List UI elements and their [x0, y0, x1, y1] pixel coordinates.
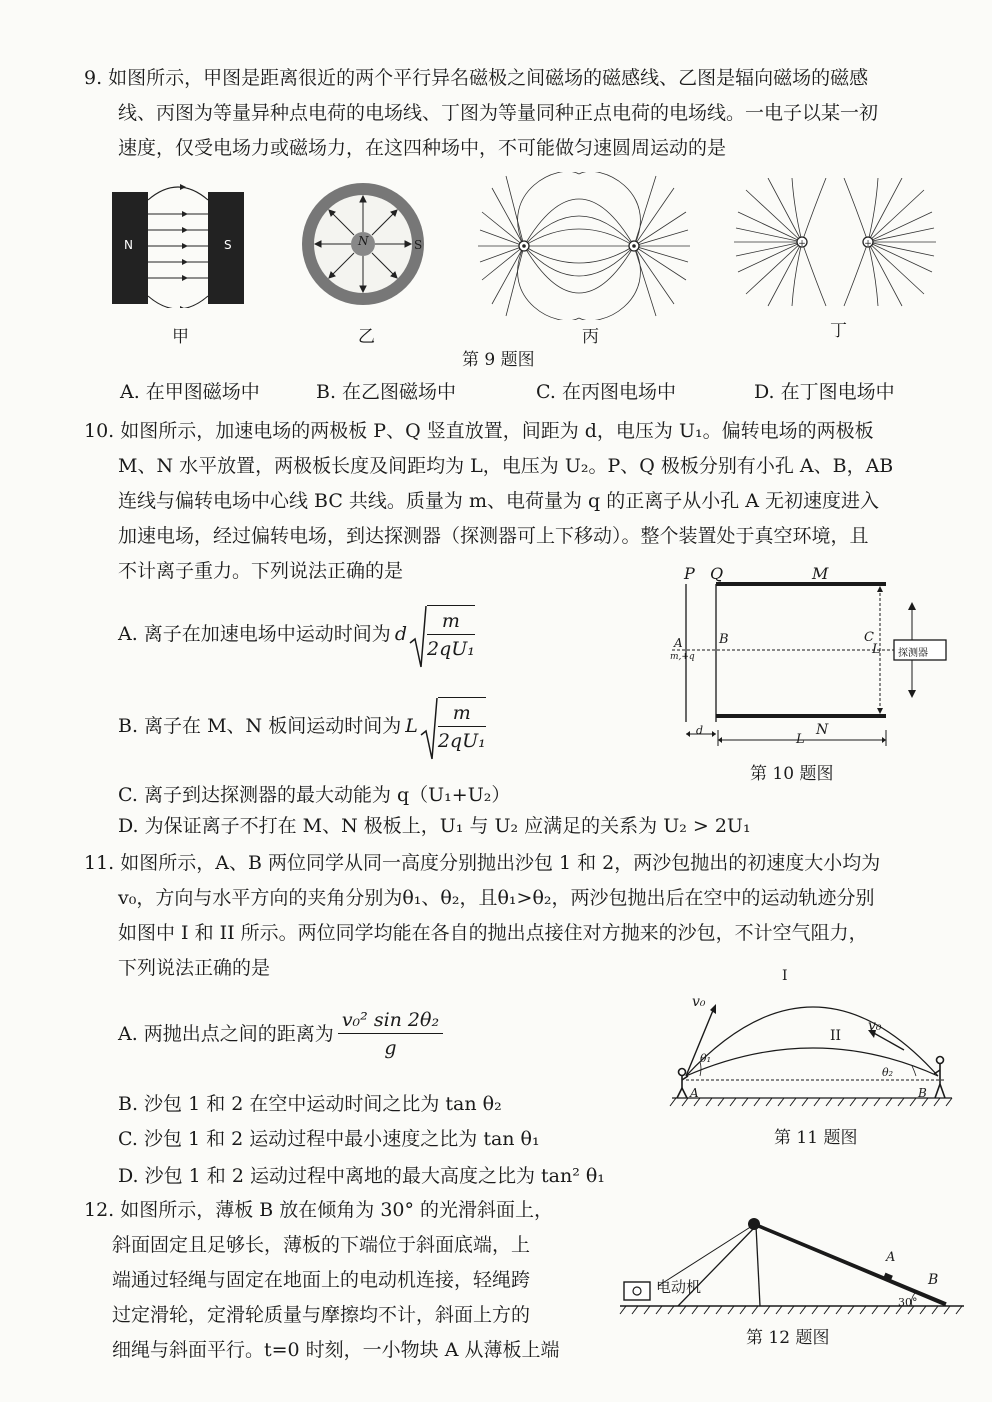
fig9-like-charges-field — [734, 178, 936, 310]
q11-option-a-fraction: $\frac{\text{v₀² sin 2θ₂}}{g}$ — [338, 1007, 443, 1062]
q10-line-4: 加速电场，经过偏转电场，到达探测器（探测器可上下移动）。整个装置处于真空环境，且 — [118, 525, 869, 547]
q10-line-2: M、N 水平放置，两极板长度及间距均为 L，电压为 U₂。P、Q 极板分别有小孔 A、B，AB — [118, 455, 894, 477]
fig10-m: M — [812, 564, 829, 583]
q9-option-d: D. 在丁图电场中 — [754, 381, 895, 403]
q9-option-c: C. 在丙图电场中 — [536, 381, 676, 403]
fig9-dipole-field — [478, 172, 690, 320]
q10-option-b-coef: L — [405, 715, 418, 737]
radial-s-label: S — [414, 238, 423, 252]
q9-line-3: 速度，仅受电场力或磁场力，在这四种场中，不可能做匀速圆周运动的是 — [118, 137, 727, 159]
fig12-angle: 30° — [898, 1296, 918, 1309]
fig10-mq: m,+q — [670, 652, 695, 662]
fig10-detector: 探测器 — [898, 648, 928, 659]
q11-option-d: D. 沙包 1 和 2 运动过程中离地的最大高度之比为 tan² θ₁ — [118, 1165, 605, 1187]
fig12-b: B — [928, 1272, 939, 1288]
q10-option-a-sqrt: $\frac{m}{\text{2qU₁}}$ — [409, 605, 475, 663]
q10-option-a — [118, 602, 475, 666]
fig10-apparatus — [668, 564, 958, 754]
q10-option-b-text: B. 离子在 M、N 板间运动时间为 — [118, 715, 402, 737]
radial-n-label: N — [358, 234, 369, 248]
fig10-d: d — [696, 724, 704, 737]
fig12-caption: 第 12 题图 — [746, 1328, 830, 1348]
fig10-n: N — [816, 722, 829, 738]
q11-line-4: 下列说法正确的是 — [118, 957, 271, 979]
fig10-p: P — [684, 564, 695, 583]
fig10-caption: 第 10 题图 — [750, 764, 834, 784]
q10-line-1: 10. 如图所示，加速电场的两极板 P、Q 竖直放置，间距为 d，电压为 U₁。偏转电场的两极板 — [84, 420, 874, 442]
svg-text:+: + — [798, 239, 806, 249]
fig9-label-ding: 丁 — [830, 321, 847, 341]
fig9-label-yi: 乙 — [358, 327, 375, 347]
q12-line-3: 端通过轻绳与固定在地面上的电动机连接，轻绳跨 — [112, 1269, 531, 1291]
q11-option-a — [118, 1002, 443, 1066]
fig10-q: Q — [710, 564, 724, 583]
fig10-c: C — [864, 630, 874, 645]
fig10-a: A — [674, 636, 683, 650]
q11-option-a-text: A. 两抛出点之间的距离为 — [118, 1023, 334, 1045]
q12-line-2: 斜面固定且足够长，薄板的下端位于斜面底端，上 — [112, 1234, 531, 1256]
q10-option-d: D. 为保证离子不打在 M、N 极板上，U₁ 与 U₂ 应满足的关系为 U₂ > 2U₁ — [118, 815, 751, 837]
q9-option-a: A. 在甲图磁场中 — [120, 381, 260, 403]
q10-option-c: C. 离子到达探测器的最大动能为 q（U₁+U₂） — [118, 784, 511, 806]
q11-line-1: 11. 如图所示，A、B 两位同学从同一高度分别抛出沙包 1 和 2，两沙包抛出的初速度大小均为 — [84, 852, 881, 874]
fig12-a: A — [886, 1250, 896, 1265]
fig9-label-bing: 丙 — [582, 327, 599, 347]
fig11-v0-left: v₀ — [692, 994, 706, 1010]
fig9-caption: 第 9 题图 — [462, 350, 535, 370]
fig11-trajectories — [666, 980, 956, 1120]
fig11-label-i: I — [782, 968, 788, 984]
fig11-label-ii: II — [830, 1028, 842, 1044]
q10-option-a-text: A. 离子在加速电场中运动时间为 — [118, 623, 391, 645]
fig10-b: B — [719, 632, 729, 647]
magnet-n-label: N — [124, 238, 133, 252]
q9-line-1: 9. 如图所示，甲图是距离很近的两个平行异名磁极之间磁场的磁感线、乙图是辐向磁场的磁感 — [84, 67, 869, 89]
fig12-motor-label: 电动机 — [656, 1278, 702, 1296]
fig11-caption: 第 11 题图 — [774, 1128, 858, 1148]
q10-line-5: 不计离子重力。下列说法正确的是 — [118, 560, 404, 582]
fig9-label-jia: 甲 — [172, 327, 189, 347]
q10-option-b-sqrt: $\frac{m}{\text{2qU₁}}$ — [420, 697, 486, 755]
fig11-a: A — [690, 1086, 699, 1100]
fig10-l-right: L — [872, 642, 881, 657]
q11-option-c: C. 沙包 1 和 2 运动过程中最小速度之比为 tan θ₁ — [118, 1128, 540, 1150]
q11-line-3: 如图中 I 和 II 所示。两位同学均能在各自的抛出点接住对方抛来的沙包，不计空气阻力， — [118, 922, 868, 944]
q9-option-b: B. 在乙图磁场中 — [316, 381, 457, 403]
q12-line-1: 12. 如图所示，薄板 B 放在倾角为 30° 的光滑斜面上， — [84, 1199, 554, 1221]
q11-line-2: v₀，方向与水平方向的夹角分别为θ₁、θ₂，且θ₁>θ₂，两沙包抛出后在空中的运动轨迹分别 — [118, 887, 875, 909]
svg-text:+: + — [864, 239, 872, 249]
q11-option-b: B. 沙包 1 和 2 在空中运动时间之比为 tan θ₂ — [118, 1093, 502, 1115]
q9-line-2: 线、丙图为等量异种点电荷的电场线、丁图为等量同种正点电荷的电场线。一电子以某一初 — [118, 102, 879, 124]
q10-option-b — [118, 694, 486, 758]
q12-line-5: 细绳与斜面平行。t=0 时刻，一小物块 A 从薄板上端 — [112, 1339, 560, 1361]
fig11-b: B — [918, 1086, 927, 1100]
magnet-s-label: S — [224, 238, 232, 252]
q10-option-a-coef: d — [394, 623, 407, 645]
q10-line-3: 连线与偏转电场中心线 BC 共线。质量为 m、电荷量为 q 的正离子从小孔 A 无初速度进入 — [118, 490, 880, 512]
fig10-l-bottom: L — [796, 732, 805, 747]
q12-line-4: 过定滑轮，定滑轮质量与摩擦均不计，斜面上方的 — [112, 1304, 531, 1326]
fig11-theta1: θ₁ — [700, 1052, 712, 1065]
fig11-v0-right: v₀ — [868, 1018, 882, 1034]
fig11-theta2: θ₂ — [882, 1066, 894, 1079]
